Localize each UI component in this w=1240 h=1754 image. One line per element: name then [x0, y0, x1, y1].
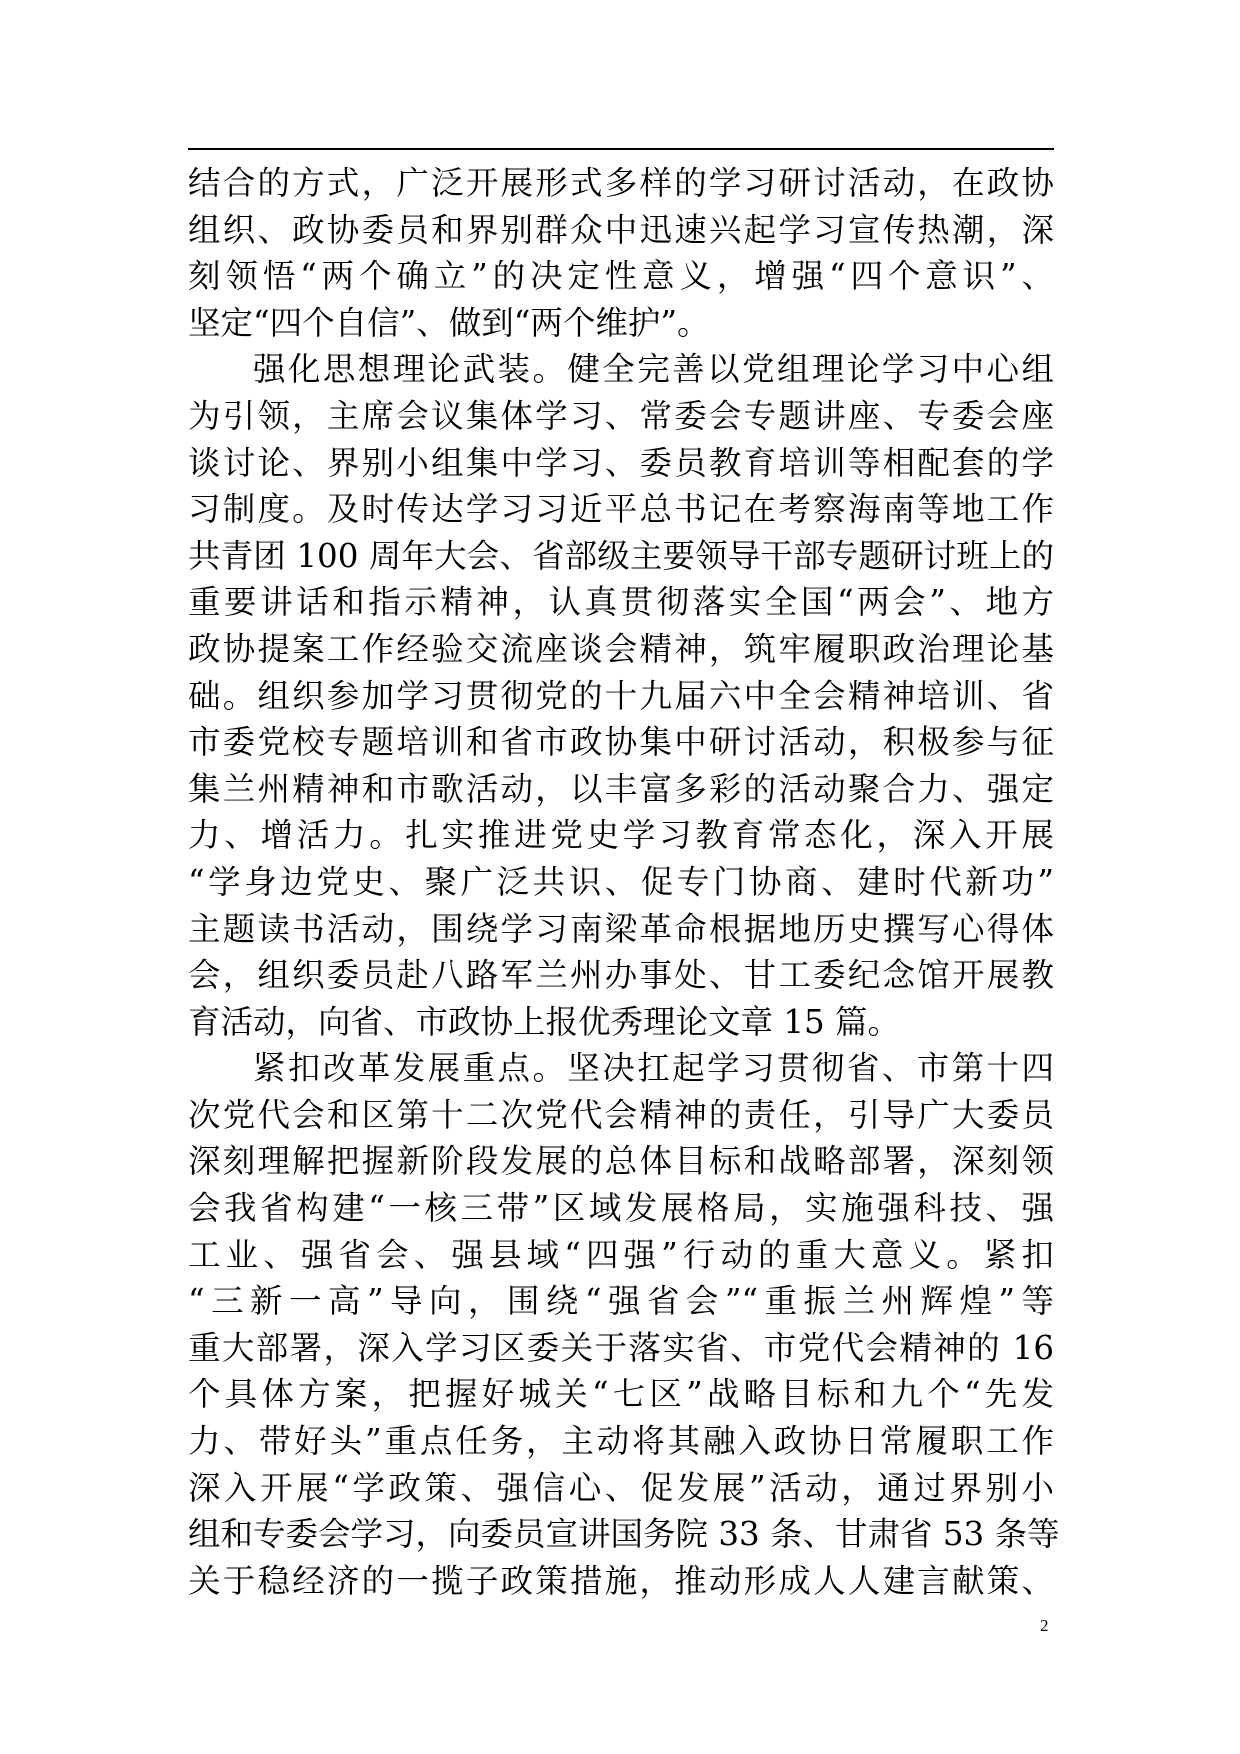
text-line: 深刻理解把握新阶段发展的总体目标和战略部署，深刻领 [188, 1142, 1054, 1181]
text-line: 次党代会和区第十二次党代会精神的责任，引导广大委员 [188, 1095, 1054, 1134]
text-line: 紧扣改革发展重点。坚决扛起学习贯彻省、市第十四 [253, 1049, 1054, 1088]
text-line: 个具体方案，把握好城关“七区”战略目标和九个“先发 [188, 1375, 1054, 1414]
text-line: 组织、政协委员和界别群众中迅速兴起学习宣传热潮，深 [188, 210, 1054, 249]
text-line: 坚定“四个自信”、做到“两个维护”。 [188, 303, 710, 342]
text-line: 会，组织委员赴八路军兰州办事处、甘工委纪念馆开展教 [188, 956, 1054, 995]
text-line: 结合的方式，广泛开展形式多样的学习研讨活动，在政协 [188, 164, 1054, 202]
text-line: 习制度。及时传达学习习近平总书记在考察海南等地工作 [188, 490, 1054, 529]
text-line: 深入开展“学政策、强信心、促发展”活动，通过界别小 [188, 1468, 1054, 1507]
text-line: 础。组织参加学习贯彻党的十九届六中全会精神培训、省 [188, 676, 1054, 715]
text-line: 力、带好头”重点任务，主动将其融入政协日常履职工作 [188, 1422, 1054, 1461]
text-line: “三新一高”导向，围绕“强省会”“重振兰州辉煌”等 [188, 1282, 1054, 1321]
text-line: 工业、强省会、强县域“四强”行动的重大意义。紧扣 [188, 1235, 1054, 1274]
text-line: 组和专委会学习，向委员宣讲国务院 33 条、甘肃省 53 条等 [188, 1515, 1060, 1554]
text-line: 谈讨论、界别小组集中学习、委员教育培训等相配套的学 [188, 443, 1054, 482]
text-line: 力、增活力。扎实推进党史学习教育常态化，深入开展 [188, 816, 1054, 855]
text-line: 为引领，主席会议集体学习、常委会专题讲座、专委会座 [188, 396, 1054, 435]
text-line: 重要讲话和指示精神，认真贯彻落实全国“两会”、地方 [188, 583, 1054, 622]
text-line: 刻领悟“两个确立”的决定性意义，增强“四个意识”、 [188, 257, 1054, 296]
text-line: 育活动，向省、市政协上报优秀理论文章 15 篇。 [188, 1002, 901, 1041]
text-line: 会我省构建“一核三带”区域发展格局，实施强科技、强 [188, 1189, 1054, 1228]
body-text [188, 160, 1060, 1604]
text-line: 重大部署，深入学习区委关于落实省、市党代会精神的 16 [188, 1328, 1054, 1367]
text-line: 市委党校专题培训和省市政协集中研讨活动，积极参与征 [188, 723, 1054, 762]
text-line: 政协提案工作经验交流座谈会精神，筑牢履职政治理论基 [188, 629, 1054, 668]
text-line: 主题读书活动，围绕学习南梁革命根据地历史撰写心得体 [188, 909, 1054, 948]
header-rule [188, 148, 1054, 150]
text-line: 强化思想理论武装。健全完善以党组理论学习中心组 [253, 350, 1054, 389]
text-line: 集兰州精神和市歌活动，以丰富多彩的活动聚合力、强定 [188, 769, 1054, 808]
text-line: 共青团 100 周年大会、省部级主要领导干部专题研讨班上的 [188, 536, 1054, 575]
text-line: “学身边党史、聚广泛共识、促专门协商、建时代新功” [188, 862, 1054, 901]
page-number: 2 [1040, 1616, 1049, 1635]
text-line: 关于稳经济的一揽子政策措施，推动形成人人建言献策、 [188, 1561, 1054, 1600]
